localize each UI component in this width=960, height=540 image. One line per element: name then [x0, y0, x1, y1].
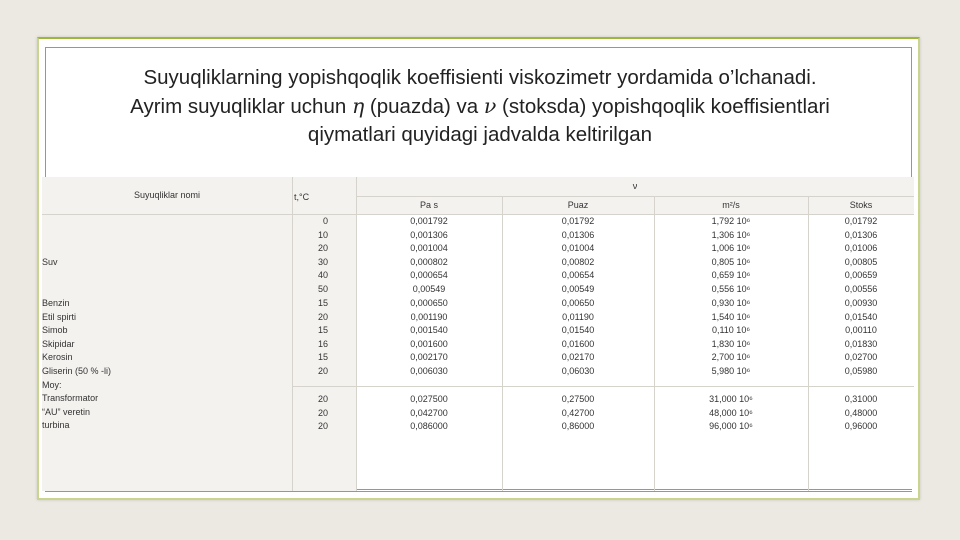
- table-cell: 16: [317, 338, 328, 349]
- table-cell: 15: [317, 325, 328, 336]
- eta-symbol: η: [351, 94, 365, 118]
- table-cell: 0: [322, 216, 328, 226]
- table-cell: 0,01540: [844, 311, 878, 322]
- table-cell: 0,000650: [410, 298, 448, 308]
- table-cell: 0,00802: [561, 256, 595, 267]
- table-cell: 10: [317, 229, 328, 240]
- viscosity-table: [42, 177, 914, 491]
- table-cell: 0,01792: [561, 216, 595, 226]
- header-m2s: m²/s: [722, 200, 740, 210]
- table-cell: 0,42700: [561, 407, 595, 418]
- table-cell: 20: [317, 421, 328, 432]
- table-cell: Skipidar: [42, 338, 75, 349]
- g3-stoks: [808, 393, 914, 434]
- table-cell: 20: [317, 243, 328, 254]
- table-cell: 0,000654: [410, 270, 448, 281]
- table-cell: 20: [317, 407, 328, 418]
- table-cell: 15: [317, 352, 328, 363]
- table-cell: 0,00654: [561, 270, 595, 281]
- table-cell: 50: [317, 283, 328, 294]
- table-cell: 0,00930: [844, 298, 878, 308]
- table-cell: 0,00549: [561, 283, 595, 294]
- table-cell: 0,659 10⁶: [711, 270, 751, 281]
- table-cell: 20: [317, 365, 328, 376]
- g1-stoks: [808, 215, 914, 297]
- table-cell: 15: [317, 298, 328, 308]
- table-cell: 0,01792: [844, 216, 878, 226]
- table-cell: Transformator: [42, 393, 99, 404]
- table-cell: 1,306 10⁶: [711, 229, 751, 240]
- table-cell: 0,27500: [561, 394, 595, 404]
- g2-m2s: [654, 297, 808, 379]
- table-cell: 40: [317, 270, 328, 281]
- table-cell: 0,110 10⁶: [711, 325, 751, 336]
- table-cell: 0,001004: [410, 243, 448, 254]
- table-cell: 0,01306: [844, 229, 878, 240]
- table-cell: 0,01006: [844, 243, 878, 254]
- g1-pas: [356, 215, 502, 297]
- table-cell: 0,930 10⁶: [711, 298, 751, 308]
- table-cell: Kerosin: [42, 352, 73, 363]
- g2-stoks: [808, 297, 914, 379]
- table-cell: 0,02170: [561, 352, 595, 363]
- table-cell: 20: [317, 311, 328, 322]
- slide-title: [60, 64, 900, 149]
- table-cell: Simob: [42, 325, 68, 336]
- table-cell: 1,540 10⁶: [711, 311, 751, 322]
- table-cell: 0,00556: [844, 283, 878, 294]
- table-cell: 30: [317, 256, 328, 267]
- table-cell: 0,05980: [844, 365, 878, 376]
- table-cell: 0,02700: [844, 352, 878, 363]
- table-cell: 1,830 10⁶: [711, 338, 751, 349]
- table-cell: “AU” veretin: [42, 406, 91, 417]
- header-pas: Pa s: [419, 200, 438, 210]
- table-cell: 96,000 10⁶: [709, 421, 753, 432]
- table-cell: 0,00650: [561, 298, 595, 308]
- table-cell: 0,001792: [410, 216, 448, 226]
- table-cell: 0,48000: [844, 407, 878, 418]
- g2-puaz: [502, 297, 654, 379]
- table-cell: turbina: [42, 420, 70, 431]
- header-nu: ν: [632, 181, 638, 191]
- header-temp: t,°C: [294, 192, 310, 202]
- g2-names: [42, 297, 282, 433]
- table-cell: 0,001190: [410, 311, 448, 322]
- g2-temps: [292, 297, 328, 379]
- g1-temps: [292, 215, 328, 297]
- title-line-3: qiymatlari quyidagi jadvalda keltirilgan: [307, 123, 653, 146]
- table-cell: 0,001306: [410, 229, 448, 240]
- table-cell: 31,000 10⁶: [709, 394, 753, 404]
- grid-line: [292, 386, 914, 387]
- table-cell: 0,00659: [844, 270, 878, 281]
- header-stoks: Stoks: [849, 200, 873, 210]
- frame-line-right: [911, 47, 912, 177]
- table-cell: Moy:: [42, 379, 62, 390]
- frame-line-left: [45, 47, 46, 177]
- g3-temps: [292, 393, 328, 434]
- table-cell: 0,96000: [844, 421, 878, 432]
- g1-puaz: [502, 215, 654, 297]
- title-line-2-c: (stoksda) yopishqoqlik koeffisientlari: [496, 95, 830, 118]
- table-cell: 5,980 10⁶: [711, 365, 751, 376]
- table-cell: 0,001600: [410, 338, 448, 349]
- g2-pas: [356, 297, 502, 379]
- table-cell: 1,792 10⁶: [711, 216, 751, 226]
- table-cell: 0,06030: [561, 365, 595, 376]
- header-name: Suyuqliklar nomi: [133, 190, 201, 200]
- table-cell: 20: [317, 394, 328, 404]
- table-cell: 0,01830: [844, 338, 878, 349]
- table-cell: Benzin: [42, 298, 70, 308]
- table-cell: 0,086000: [410, 421, 448, 432]
- title-line-2-a: Ayrim suyuqliklar uchun: [130, 95, 352, 118]
- g3-puaz: [502, 393, 654, 434]
- grid-line: [356, 196, 914, 197]
- title-line-1: Suyuqliklarning yopishqoqlik koeffisienti viskozimetr yordamida o’lchanadi.: [143, 66, 817, 89]
- g3-m2s: [654, 393, 808, 434]
- frame-line-top: [45, 47, 912, 48]
- table-cell: Gliserin (50 % -li): [42, 365, 112, 376]
- table-cell: 0,556 10⁶: [711, 283, 751, 294]
- nu-symbol: ν: [483, 94, 497, 118]
- table-cell: 1,006 10⁶: [711, 243, 751, 254]
- table-cell: 0,00110: [845, 325, 877, 336]
- row-name-suv: Suv: [42, 257, 58, 267]
- g3-pas: [356, 393, 502, 434]
- table-cell: 0,001540: [410, 325, 448, 336]
- table-cell: 0,01600: [561, 338, 595, 349]
- table-cell: 0,002170: [410, 352, 448, 363]
- table-cell: 0,31000: [844, 394, 878, 404]
- title-line-2-b: (puazda) va: [364, 95, 484, 118]
- table-cell: 0,027500: [410, 394, 448, 404]
- table-cell: 0,00549: [412, 283, 446, 294]
- header-puaz: Puaz: [567, 200, 589, 210]
- table-cell: 0,805 10⁶: [711, 256, 751, 267]
- table-cell: 0,01190: [562, 311, 594, 322]
- table-cell: 2,700 10⁶: [711, 352, 751, 363]
- table-cell: 0,042700: [410, 407, 448, 418]
- table-cell: Etil spirti: [42, 311, 77, 322]
- table-cell: 0,86000: [561, 421, 595, 432]
- table-cell: 0,01306: [561, 229, 595, 240]
- frame-line-bottom-2: [45, 491, 912, 492]
- table-cell: 0,01004: [561, 243, 595, 254]
- table-cell: 0,00805: [844, 256, 878, 267]
- g1-m2s: [654, 215, 808, 297]
- table-cell: 0,000802: [410, 256, 448, 267]
- title-line-2: [60, 92, 900, 121]
- table-cell: 0,006030: [410, 365, 448, 376]
- table-cell: 48,000 10⁶: [709, 407, 753, 418]
- table-cell: 0,01540: [561, 325, 595, 336]
